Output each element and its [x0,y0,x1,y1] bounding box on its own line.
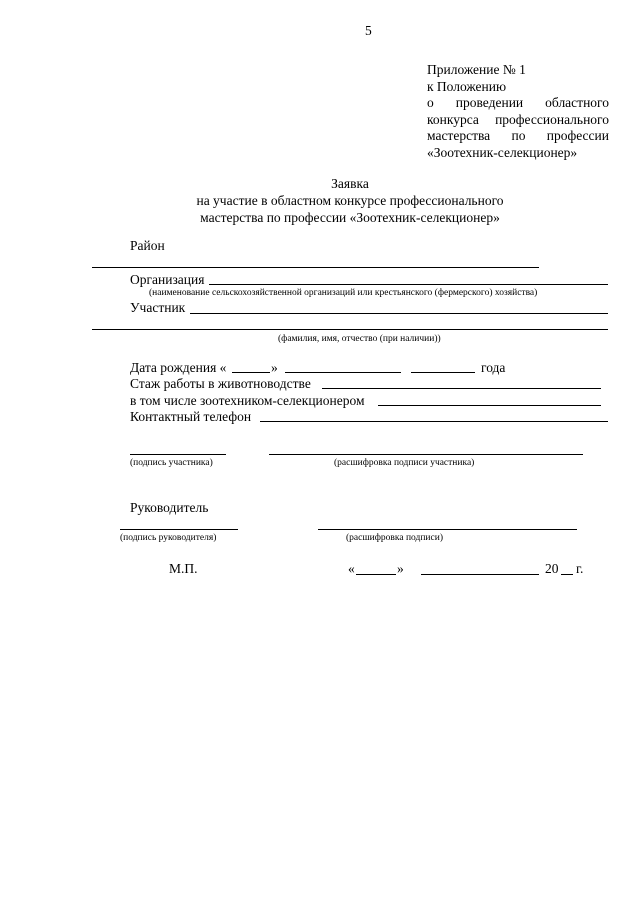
experience-sub-label: в том числе зоотехником-селекционером [130,393,365,408]
organization-field[interactable] [209,284,608,285]
head-signature-decode-hint: (расшифровка подписи) [346,533,443,543]
participant-field[interactable] [190,313,608,314]
head-signature-field[interactable] [120,529,238,530]
birth-date-label: Дата рождения « [130,360,227,375]
experience-sub-field[interactable] [378,405,601,406]
title-heading: Заявка [331,176,369,191]
birth-day-field[interactable] [232,372,270,373]
title-line: мастерства по профессии «Зоотехник-селекционер» [200,210,500,225]
participant-field-continued[interactable] [92,329,608,330]
birth-year-label: года [481,360,506,375]
district-label: Район [130,238,165,253]
footer-year-suffix: г. [576,561,584,576]
footer-year-field[interactable] [561,574,573,575]
district-field[interactable] [92,267,539,268]
participant-signature-decode-hint: (расшифровка подписи участника) [334,458,475,468]
footer-date-quote-open: « [348,561,355,576]
birth-year-field[interactable] [411,372,475,373]
organization-label: Организация [130,272,205,287]
appendix-block [427,62,609,161]
title-line: на участие в областном конкурсе профессионального [196,193,504,208]
appendix-line: «Зоотехник-селекционер» [427,144,578,160]
participant-hint: (фамилия, имя, отчество (при наличии)) [278,334,441,344]
experience-label: Стаж работы в животноводстве [130,376,311,391]
page-number: 5 [365,23,372,38]
phone-label: Контактный телефон [130,409,252,424]
birth-month-field[interactable] [285,372,401,373]
footer-date-quote-close: » [397,561,404,576]
head-signature-hint: (подпись руководителя) [120,533,217,543]
appendix-line: о проведении областного [427,95,609,110]
footer-month-field[interactable] [421,574,539,575]
participant-signature-hint: (подпись участника) [130,458,213,468]
appendix-line: мастерства по профессии [427,128,609,143]
participant-signature-field[interactable] [130,454,226,455]
stamp-label: М.П. [169,561,198,576]
birth-date-quote-close: » [271,360,278,375]
participant-label: Участник [130,300,186,315]
appendix-line: к Положению [427,78,507,94]
document-title [150,175,550,226]
organization-hint: (наименование сельскохозяйственной организаций или крестьянского (фермерского) хозяйства) [149,288,538,298]
head-label: Руководитель [130,500,209,515]
head-signature-decode-field[interactable] [318,529,577,530]
experience-field[interactable] [322,388,601,389]
phone-field[interactable] [260,421,608,422]
footer-year-prefix: 20 [545,561,559,576]
appendix-line: конкурса профессионального [427,111,609,127]
appendix-line: Приложение № 1 [427,62,526,77]
participant-signature-decode-field[interactable] [269,454,583,455]
footer-day-field[interactable] [356,574,396,575]
